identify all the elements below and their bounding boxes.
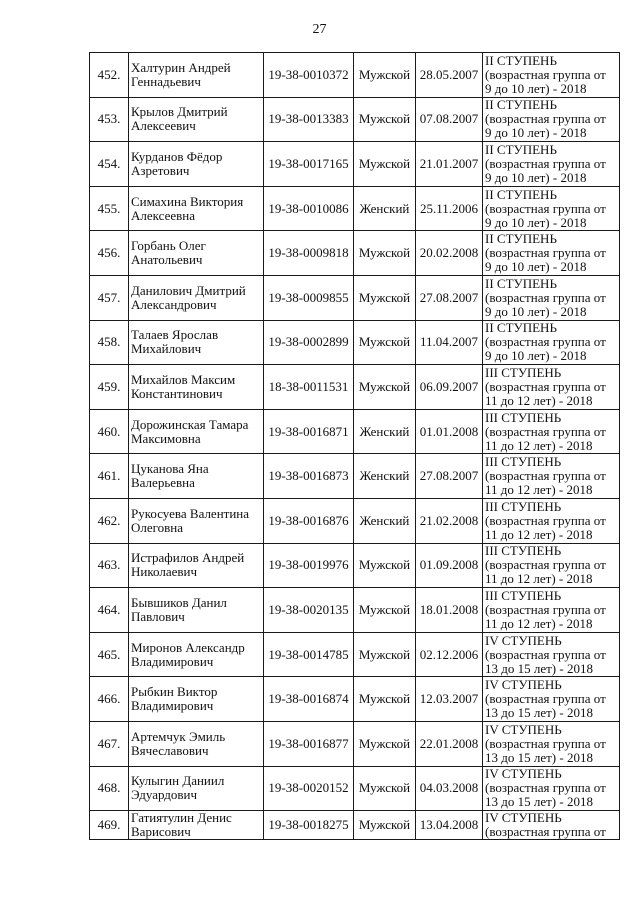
uin-cell: 19-38-0016874 bbox=[264, 677, 354, 722]
gto-step-cell bbox=[483, 275, 620, 320]
step-age-group: (возрастная группа от bbox=[485, 468, 606, 484]
uin-cell: 18-38-0011531 bbox=[264, 365, 354, 410]
table-row bbox=[90, 365, 620, 410]
full-name-cell bbox=[129, 454, 264, 499]
patronymic: Алексеевна bbox=[131, 207, 195, 223]
full-name-cell bbox=[129, 811, 264, 840]
step-title: II СТУПЕНЬ bbox=[485, 141, 557, 157]
uin-cell: 19-38-0009818 bbox=[264, 231, 354, 276]
step-age-group: (возрастная группа от bbox=[485, 245, 606, 261]
uin-cell: 19-38-0002899 bbox=[264, 320, 354, 365]
step-title: III СТУПЕНЬ bbox=[485, 364, 562, 380]
table-row bbox=[90, 231, 620, 276]
sex-cell: Мужской bbox=[354, 632, 416, 677]
results-table bbox=[89, 52, 620, 840]
birth-date-cell: 22.01.2008 bbox=[416, 721, 483, 766]
uin-cell: 19-38-0013383 bbox=[264, 97, 354, 142]
gto-step-cell bbox=[483, 543, 620, 588]
patronymic: Вячеславович bbox=[131, 742, 209, 758]
birth-date-cell: 28.05.2007 bbox=[416, 53, 483, 98]
uin-cell: 19-38-0018275 bbox=[264, 811, 354, 840]
birth-date-cell: 11.04.2007 bbox=[416, 320, 483, 365]
row-number: 459. bbox=[90, 365, 129, 410]
step-age-range-year: 11 до 12 лет) - 2018 bbox=[485, 571, 593, 587]
full-name-cell bbox=[129, 632, 264, 677]
birth-date-cell: 07.08.2007 bbox=[416, 97, 483, 142]
step-title: IV СТУПЕНЬ bbox=[485, 677, 562, 693]
step-age-group: (возрастная группа от bbox=[485, 735, 606, 751]
full-name-cell bbox=[129, 766, 264, 811]
table-row bbox=[90, 498, 620, 543]
step-age-range-year: 9 до 10 лет) - 2018 bbox=[485, 348, 587, 364]
uin-cell: 19-38-0019976 bbox=[264, 543, 354, 588]
table-row bbox=[90, 53, 620, 98]
gto-step-cell bbox=[483, 186, 620, 231]
full-name-cell bbox=[129, 498, 264, 543]
patronymic: Михайлович bbox=[131, 341, 202, 357]
birth-date-cell: 18.01.2008 bbox=[416, 588, 483, 633]
surname-and-name: Курданов Фёдор bbox=[131, 148, 223, 164]
gto-step-cell bbox=[483, 588, 620, 633]
patronymic: Константинович bbox=[131, 385, 223, 401]
patronymic: Владимирович bbox=[131, 698, 214, 714]
table-row bbox=[90, 543, 620, 588]
birth-date-cell: 12.03.2007 bbox=[416, 677, 483, 722]
sex-cell: Мужской bbox=[354, 677, 416, 722]
row-number: 454. bbox=[90, 142, 129, 187]
step-age-group: (возрастная группа от bbox=[485, 601, 606, 617]
step-age-group: (возрастная группа от bbox=[485, 691, 606, 707]
full-name-cell bbox=[129, 320, 264, 365]
step-title: IV СТУПЕНЬ bbox=[485, 810, 562, 826]
full-name-cell bbox=[129, 409, 264, 454]
table-row bbox=[90, 454, 620, 499]
birth-date-cell: 20.02.2008 bbox=[416, 231, 483, 276]
surname-and-name: Рыбкин Виктор bbox=[131, 684, 218, 700]
gto-step-cell bbox=[483, 454, 620, 499]
gto-step-cell bbox=[483, 498, 620, 543]
step-title: II СТУПЕНЬ bbox=[485, 52, 557, 68]
full-name-cell bbox=[129, 365, 264, 410]
step-age-range-year: 9 до 10 лет) - 2018 bbox=[485, 214, 587, 230]
gto-step-cell bbox=[483, 231, 620, 276]
surname-and-name: Кулыгин Даниил bbox=[131, 773, 225, 789]
gto-step-cell bbox=[483, 409, 620, 454]
step-age-range-year: 13 до 15 лет) - 2018 bbox=[485, 705, 593, 721]
step-age-group: (возрастная группа от bbox=[485, 289, 606, 305]
table-row bbox=[90, 142, 620, 187]
table-row bbox=[90, 409, 620, 454]
birth-date-cell: 01.09.2008 bbox=[416, 543, 483, 588]
step-age-group: (возрастная группа от bbox=[485, 200, 606, 216]
full-name-cell bbox=[129, 588, 264, 633]
step-age-group: (возрастная группа от bbox=[485, 111, 606, 127]
step-age-group: (возрастная группа от bbox=[485, 824, 606, 840]
step-age-group: (возрастная группа от bbox=[485, 66, 606, 82]
birth-date-cell: 06.09.2007 bbox=[416, 365, 483, 410]
row-number: 453. bbox=[90, 97, 129, 142]
table-row bbox=[90, 320, 620, 365]
row-number: 469. bbox=[90, 811, 129, 840]
patronymic: Анатольевич bbox=[131, 252, 203, 268]
surname-and-name: Рукосуева Валентина bbox=[131, 505, 250, 521]
row-number: 460. bbox=[90, 409, 129, 454]
step-age-range-year: 9 до 10 лет) - 2018 bbox=[485, 259, 587, 275]
step-title: III СТУПЕНЬ bbox=[485, 543, 562, 559]
step-title: III СТУПЕНЬ bbox=[485, 454, 562, 470]
surname-and-name: Халтурин Андрей bbox=[131, 59, 231, 75]
table-row bbox=[90, 275, 620, 320]
gto-step-cell bbox=[483, 721, 620, 766]
surname-and-name: Данилович Дмитрий bbox=[131, 282, 246, 298]
sex-cell: Мужской bbox=[354, 365, 416, 410]
step-title: III СТУПЕНЬ bbox=[485, 498, 562, 514]
sex-cell: Женский bbox=[354, 186, 416, 231]
step-age-range-year: 13 до 15 лет) - 2018 bbox=[485, 794, 593, 810]
birth-date-cell: 01.01.2008 bbox=[416, 409, 483, 454]
step-age-range-year: 11 до 12 лет) - 2018 bbox=[485, 392, 593, 408]
patronymic: Геннадьевич bbox=[131, 73, 201, 89]
gto-step-cell bbox=[483, 97, 620, 142]
row-number: 458. bbox=[90, 320, 129, 365]
page-number: 27 bbox=[312, 22, 327, 37]
sex-cell: Женский bbox=[354, 409, 416, 454]
table-row bbox=[90, 677, 620, 722]
uin-cell: 19-38-0017165 bbox=[264, 142, 354, 187]
table-row bbox=[90, 186, 620, 231]
sex-cell: Мужской bbox=[354, 53, 416, 98]
full-name-cell bbox=[129, 543, 264, 588]
gto-step-cell bbox=[483, 365, 620, 410]
surname-and-name: Горбань Олег bbox=[131, 238, 206, 254]
uin-cell: 19-38-0016877 bbox=[264, 721, 354, 766]
patronymic: Владимирович bbox=[131, 653, 214, 669]
patronymic: Максимовна bbox=[131, 430, 201, 446]
birth-date-cell: 13.04.2008 bbox=[416, 811, 483, 840]
step-age-range-year: 9 до 10 лет) - 2018 bbox=[485, 125, 587, 141]
step-age-group: (возрастная группа от bbox=[485, 646, 606, 662]
patronymic: Варисович bbox=[131, 824, 191, 840]
surname-and-name: Дорожинская Тамара bbox=[131, 416, 249, 432]
gto-step-cell bbox=[483, 811, 620, 840]
sex-cell: Мужской bbox=[354, 543, 416, 588]
gto-step-cell bbox=[483, 766, 620, 811]
row-number: 467. bbox=[90, 721, 129, 766]
sex-cell: Мужской bbox=[354, 766, 416, 811]
uin-cell: 19-38-0010086 bbox=[264, 186, 354, 231]
surname-and-name: Гатиятулин Денис bbox=[131, 810, 232, 826]
step-age-group: (возрастная группа от bbox=[485, 512, 606, 528]
full-name-cell bbox=[129, 677, 264, 722]
full-name-cell bbox=[129, 721, 264, 766]
sex-cell: Мужской bbox=[354, 320, 416, 365]
sex-cell: Мужской bbox=[354, 811, 416, 840]
table-row bbox=[90, 766, 620, 811]
gto-step-cell bbox=[483, 53, 620, 98]
birth-date-cell: 21.01.2007 bbox=[416, 142, 483, 187]
row-number: 464. bbox=[90, 588, 129, 633]
table-row bbox=[90, 811, 620, 840]
step-title: II СТУПЕНЬ bbox=[485, 186, 557, 202]
uin-cell: 19-38-0016871 bbox=[264, 409, 354, 454]
row-number: 466. bbox=[90, 677, 129, 722]
step-age-group: (возрастная группа от bbox=[485, 423, 606, 439]
uin-cell: 19-38-0010372 bbox=[264, 53, 354, 98]
step-title: II СТУПЕНЬ bbox=[485, 275, 557, 291]
patronymic: Эдуардович bbox=[131, 787, 198, 803]
step-age-range-year: 9 до 10 лет) - 2018 bbox=[485, 80, 587, 96]
step-age-group: (возрастная группа от bbox=[485, 334, 606, 350]
results-table-body bbox=[90, 53, 620, 840]
row-number: 461. bbox=[90, 454, 129, 499]
birth-date-cell: 27.08.2007 bbox=[416, 275, 483, 320]
row-number: 455. bbox=[90, 186, 129, 231]
patronymic: Азретович bbox=[131, 162, 190, 178]
sex-cell: Мужской bbox=[354, 97, 416, 142]
sex-cell: Мужской bbox=[354, 142, 416, 187]
uin-cell: 19-38-0014785 bbox=[264, 632, 354, 677]
sex-cell: Мужской bbox=[354, 588, 416, 633]
surname-and-name: Миронов Александр bbox=[131, 639, 245, 655]
step-age-range-year: 9 до 10 лет) - 2018 bbox=[485, 169, 587, 185]
sex-cell: Мужской bbox=[354, 275, 416, 320]
patronymic: Павлович bbox=[131, 608, 185, 624]
step-title: III СТУПЕНЬ bbox=[485, 409, 562, 425]
gto-step-cell bbox=[483, 320, 620, 365]
uin-cell: 19-38-0020152 bbox=[264, 766, 354, 811]
table-row bbox=[90, 588, 620, 633]
sex-cell: Мужской bbox=[354, 721, 416, 766]
full-name-cell bbox=[129, 186, 264, 231]
step-title: II СТУПЕНЬ bbox=[485, 320, 557, 336]
birth-date-cell: 02.12.2006 bbox=[416, 632, 483, 677]
birth-date-cell: 21.02.2008 bbox=[416, 498, 483, 543]
surname-and-name: Бывшиков Данил bbox=[131, 594, 227, 610]
row-number: 468. bbox=[90, 766, 129, 811]
step-age-group: (возрастная группа от bbox=[485, 155, 606, 171]
row-number: 462. bbox=[90, 498, 129, 543]
full-name-cell bbox=[129, 97, 264, 142]
uin-cell: 19-38-0009855 bbox=[264, 275, 354, 320]
birth-date-cell: 25.11.2006 bbox=[416, 186, 483, 231]
gto-step-cell bbox=[483, 632, 620, 677]
step-age-range-year: 13 до 15 лет) - 2018 bbox=[485, 749, 593, 765]
row-number: 465. bbox=[90, 632, 129, 677]
gto-step-cell bbox=[483, 142, 620, 187]
step-age-range-year: 11 до 12 лет) - 2018 bbox=[485, 437, 593, 453]
surname-and-name: Михайлов Максим bbox=[131, 371, 236, 387]
uin-cell: 19-38-0016876 bbox=[264, 498, 354, 543]
step-title: IV СТУПЕНЬ bbox=[485, 766, 562, 782]
sex-cell: Мужской bbox=[354, 231, 416, 276]
birth-date-cell: 27.08.2007 bbox=[416, 454, 483, 499]
table-row bbox=[90, 721, 620, 766]
surname-and-name: Артемчук Эмиль bbox=[131, 728, 226, 744]
step-title: III СТУПЕНЬ bbox=[485, 587, 562, 603]
step-age-range-year: 11 до 12 лет) - 2018 bbox=[485, 615, 593, 631]
full-name-cell bbox=[129, 231, 264, 276]
table-row bbox=[90, 97, 620, 142]
step-title: II СТУПЕНЬ bbox=[485, 97, 557, 113]
surname-and-name: Истрафилов Андрей bbox=[131, 550, 245, 566]
step-age-group: (возрастная группа от bbox=[485, 378, 606, 394]
birth-date-cell: 04.03.2008 bbox=[416, 766, 483, 811]
gto-step-cell bbox=[483, 677, 620, 722]
step-title: IV СТУПЕНЬ bbox=[485, 632, 562, 648]
step-age-range-year: 11 до 12 лет) - 2018 bbox=[485, 526, 593, 542]
patronymic: Алексеевич bbox=[131, 118, 196, 134]
table-row bbox=[90, 632, 620, 677]
step-age-range-year: 11 до 12 лет) - 2018 bbox=[485, 482, 593, 498]
step-title: II СТУПЕНЬ bbox=[485, 231, 557, 247]
surname-and-name: Цуканова Яна bbox=[131, 461, 209, 477]
step-age-group: (возрастная группа от bbox=[485, 557, 606, 573]
row-number: 463. bbox=[90, 543, 129, 588]
full-name-cell bbox=[129, 275, 264, 320]
row-number: 457. bbox=[90, 275, 129, 320]
surname-and-name: Симахина Виктория bbox=[131, 193, 244, 209]
row-number: 456. bbox=[90, 231, 129, 276]
patronymic: Николаевич bbox=[131, 564, 197, 580]
sex-cell: Женский bbox=[354, 498, 416, 543]
uin-cell: 19-38-0020135 bbox=[264, 588, 354, 633]
step-age-group: (возрастная группа от bbox=[485, 780, 606, 796]
step-age-range-year: 13 до 15 лет) - 2018 bbox=[485, 660, 593, 676]
sex-cell: Женский bbox=[354, 454, 416, 499]
surname-and-name: Талаев Ярослав bbox=[131, 327, 219, 343]
row-number: 452. bbox=[90, 53, 129, 98]
uin-cell: 19-38-0016873 bbox=[264, 454, 354, 499]
full-name-cell bbox=[129, 142, 264, 187]
patronymic: Александрович bbox=[131, 296, 217, 312]
patronymic: Валерьевна bbox=[131, 475, 195, 491]
step-title: IV СТУПЕНЬ bbox=[485, 721, 562, 737]
full-name-cell bbox=[129, 53, 264, 98]
surname-and-name: Крылов Дмитрий bbox=[131, 104, 228, 120]
step-age-range-year: 9 до 10 лет) - 2018 bbox=[485, 303, 587, 319]
patronymic: Олеговна bbox=[131, 519, 184, 535]
